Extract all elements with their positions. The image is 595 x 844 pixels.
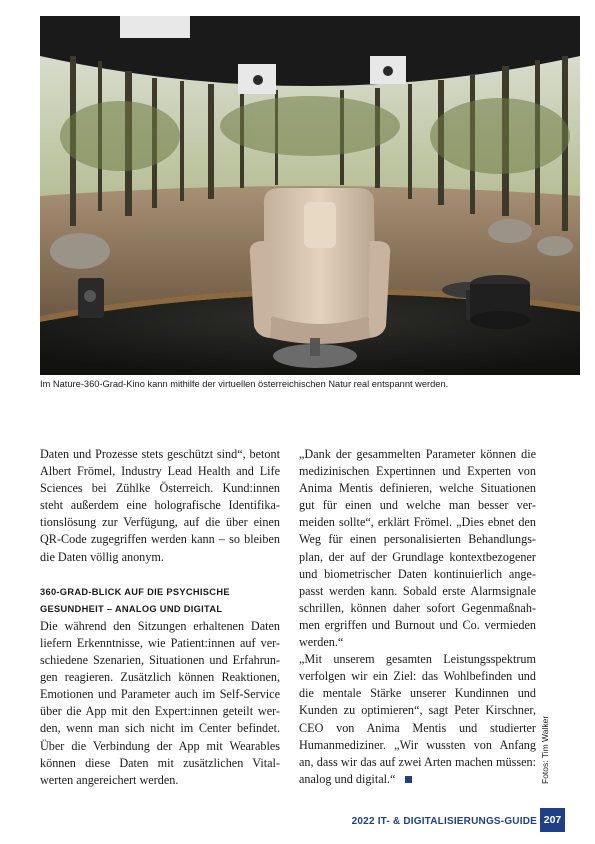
text-line — [299, 771, 536, 788]
text-line: verfolgen wir ein Ziel: das Wohlbefinden und — [299, 669, 536, 684]
text-line: können diese Daten mit zusätzlichen Vital- — [40, 755, 280, 770]
photo-360-cinema-forest-icon — [40, 16, 580, 375]
text-line: passt werden kann. Sobald erste Alarmsignale — [299, 583, 536, 598]
left-paragraph-1 — [40, 446, 280, 566]
text-line: Daten und Prozesse stets geschützt sind“, betont — [40, 447, 280, 461]
right-paragraph-2 — [299, 651, 536, 788]
page-number: 207 — [540, 808, 565, 832]
right-column — [299, 446, 536, 788]
right-paragraph-1 — [299, 446, 536, 651]
left-paragraph-2 — [40, 618, 280, 789]
text-line: Humanmediziner. „Wir wussten von Anfang — [299, 737, 536, 752]
text-line: die mentale Stärke unserer Kundinnen und — [299, 686, 536, 701]
left-column — [40, 446, 280, 789]
text-line: Weg für einen personalisierten Behandlungs- — [299, 532, 536, 547]
text-line: liefern Erkenntnisse, wie Patient:innen auf ver- — [40, 635, 280, 650]
text-line: den, wenn man sich nicht im Center befindet. — [40, 721, 280, 736]
spacer — [40, 566, 280, 584]
cinema-photo — [40, 16, 580, 375]
text-line: an, dass wir das auf zwei Arten machen müssen: — [299, 754, 536, 769]
text-line: die Daten völlig anonym. — [40, 549, 164, 564]
text-line: Anima Mentis definieren, welche Situationen — [299, 481, 536, 496]
text-line: Sciences bei Zühlke Österreich. Kund:innen — [40, 481, 280, 496]
text-line: steht außerdem eine holografische Identifika- — [40, 498, 280, 513]
text-line: „Mit unserem gesamten Leistungsspektrum — [299, 652, 536, 667]
text-line: men ergriffen und Burnout und Co. vermieden — [299, 617, 536, 632]
text-line: Albert Frömel, Industry Lead Health and Life — [40, 464, 280, 479]
end-of-article-icon — [405, 776, 412, 783]
text-line: Die während den Sitzungen erhaltenen Daten — [40, 618, 280, 633]
text-line: Kunden zu optimieren“, sagt Peter Kirschner, — [299, 703, 536, 718]
text-line: Emotionen und Parameter auch im Self-Service — [40, 687, 280, 702]
text-line: meiden sollte“, erklärt Frömel. „Dies ebnet den — [299, 515, 536, 530]
text-line: tionslösung zur Verfügung, auf die über einen — [40, 515, 280, 530]
heading-line: GESUNDHEIT – ANALOG UND DIGITAL — [40, 603, 223, 614]
photo-caption: Im Nature-360-Grad-Kino kann mithilfe der virtuellen österreichischen Natur real entspannt werden. — [40, 379, 449, 389]
text-line: werden.“ — [299, 635, 344, 650]
text-line: schrillen, können daher sofort Gegenmaßnah- — [299, 600, 536, 615]
running-footer — [352, 816, 537, 827]
text-line: plan, der auf der Grundlage kontextbezogener — [299, 549, 536, 564]
footer-year: 2022 — [351, 816, 375, 827]
text-line: QR-Code zugegriffen werden kann – so bleiben — [40, 532, 280, 547]
text-line: schiedene Szenarien, Situationen und Erfahrun- — [40, 653, 280, 668]
photo-credit: Fotos: Tim Walker — [540, 715, 550, 784]
text-line: gut für einen und welche man besser ver- — [299, 498, 536, 513]
text-line: über die App mit den Expert:innen geteilt wer- — [40, 704, 280, 719]
closing-text: analog und digital.“ — [299, 771, 396, 786]
text-line: „Dank der gesammelten Parameter können die — [299, 447, 536, 461]
text-line: werten angereichert werden. — [40, 772, 179, 787]
text-line: und biometrischer Daten kontinuierlich ange- — [299, 566, 536, 581]
section-heading — [40, 584, 280, 618]
text-line: CEO von Anima Mentis und studierter — [299, 720, 536, 735]
text-line: Über die Verbindung der App mit Wearables — [40, 738, 280, 753]
heading-line: 360-GRAD-BLICK AUF DIE PSYCHISCHE — [40, 586, 230, 597]
text-line: medizinischen Expertinnen und Experten von — [299, 464, 536, 479]
text-line: gen reagieren. Zusätzlich können Reaktionen, — [40, 670, 280, 685]
footer-guide-title: IT- & DIGITALISIERUNGS-GUIDE — [377, 816, 537, 827]
